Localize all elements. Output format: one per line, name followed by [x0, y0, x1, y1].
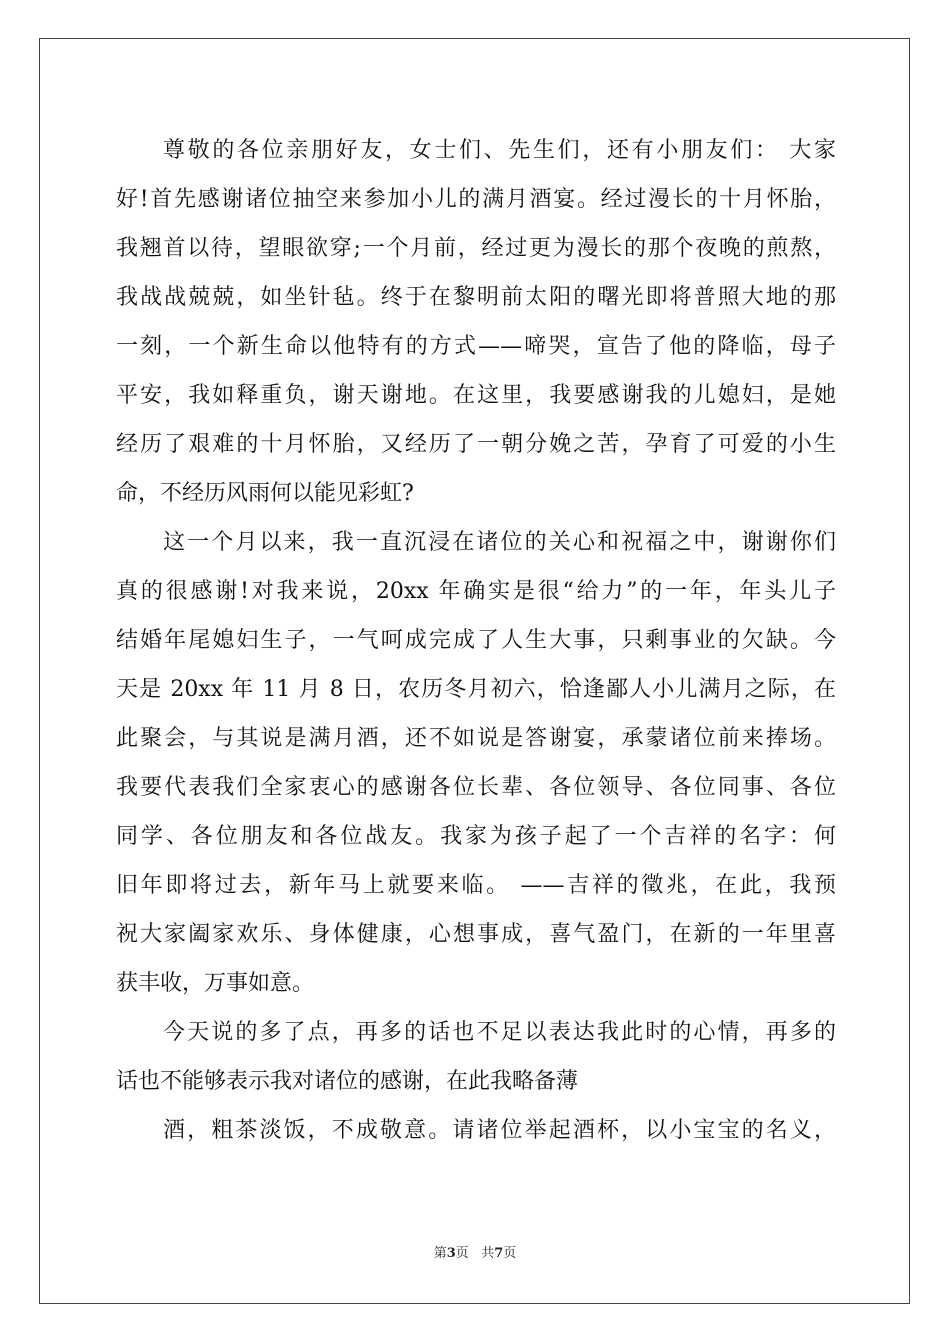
page-suffix: 页	[455, 1246, 469, 1261]
text-line: 经历了艰难的十月怀胎，又经历了一朝分娩之苦，孕育了可爱的小生	[116, 432, 836, 457]
text-line: 天是 20xx 年 11 月 8 日，农历冬月初六，恰逢鄙人小儿满月之际，在	[116, 677, 836, 702]
page-number: 3	[446, 1246, 456, 1261]
document-body	[116, 126, 836, 1155]
text-line: 我战战兢兢，如坐针毡。终于在黎明前太阳的曙光即将普照大地的那	[116, 285, 836, 310]
total-pages: 7	[494, 1246, 504, 1261]
text-line: 同学、各位朋友和各位战友。我家为孩子起了一个吉祥的名字：何	[116, 824, 836, 849]
page-prefix: 第	[433, 1246, 447, 1261]
page-footer	[0, 1245, 950, 1263]
text-line: 我翘首以待，望眼欲穿;一个月前，经过更为漫长的那个夜晚的煎熬，	[116, 236, 836, 261]
text-line: 今天说的多了点，再多的话也不足以表达我此时的心情，再多的	[163, 1020, 836, 1045]
text-line: 酒，粗茶淡饭，不成敬意。请诸位举起酒杯，以小宝宝的名义，	[163, 1118, 836, 1143]
text-line: 祝大家阖家欢乐、身体健康，心想事成，喜气盈门，在新的一年里喜	[116, 922, 836, 947]
text-line: 结婚年尾媳妇生子，一气呵成完成了人生大事，只剩事业的欠缺。今	[116, 628, 836, 653]
text-line: 此聚会，与其说是满月酒，还不如说是答谢宴，承蒙诸位前来捧场。	[116, 726, 836, 751]
text-line: 获丰收，万事如意。	[116, 971, 315, 996]
text-line: 尊敬的各位亲朋好友，女士们、先生们，还有小朋友们： 大家	[163, 138, 836, 163]
text-line: 旧年即将过去，新年马上就要来临。 ——吉祥的徵兆，在此，我预	[116, 873, 836, 898]
text-line: 话也不能够表示我对诸位的感谢，在此我略备薄	[116, 1069, 579, 1094]
text-line: 一刻，一个新生命以他特有的方式——啼哭，宣告了他的降临，母子	[116, 334, 836, 359]
text-line: 平安，我如释重负，谢天谢地。在这里，我要感谢我的儿媳妇，是她	[116, 383, 836, 408]
total-prefix: 共	[481, 1246, 495, 1261]
text-line: 真的很感谢!对我来说，20xx 年确实是很“给力”的一年，年头儿子	[116, 579, 836, 604]
text-line: 命，不经历风雨何以能见彩虹?	[116, 481, 414, 506]
text-line: 好!首先感谢诸位抽空来参加小儿的满月酒宴。经过漫长的十月怀胎，	[116, 187, 836, 212]
total-suffix: 页	[503, 1246, 517, 1261]
text-line: 我要代表我们全家衷心的感谢各位长辈、各位领导、各位同事、各位	[116, 775, 836, 800]
text-line: 这一个月以来，我一直沉浸在诸位的关心和祝福之中，谢谢你们	[163, 530, 836, 555]
